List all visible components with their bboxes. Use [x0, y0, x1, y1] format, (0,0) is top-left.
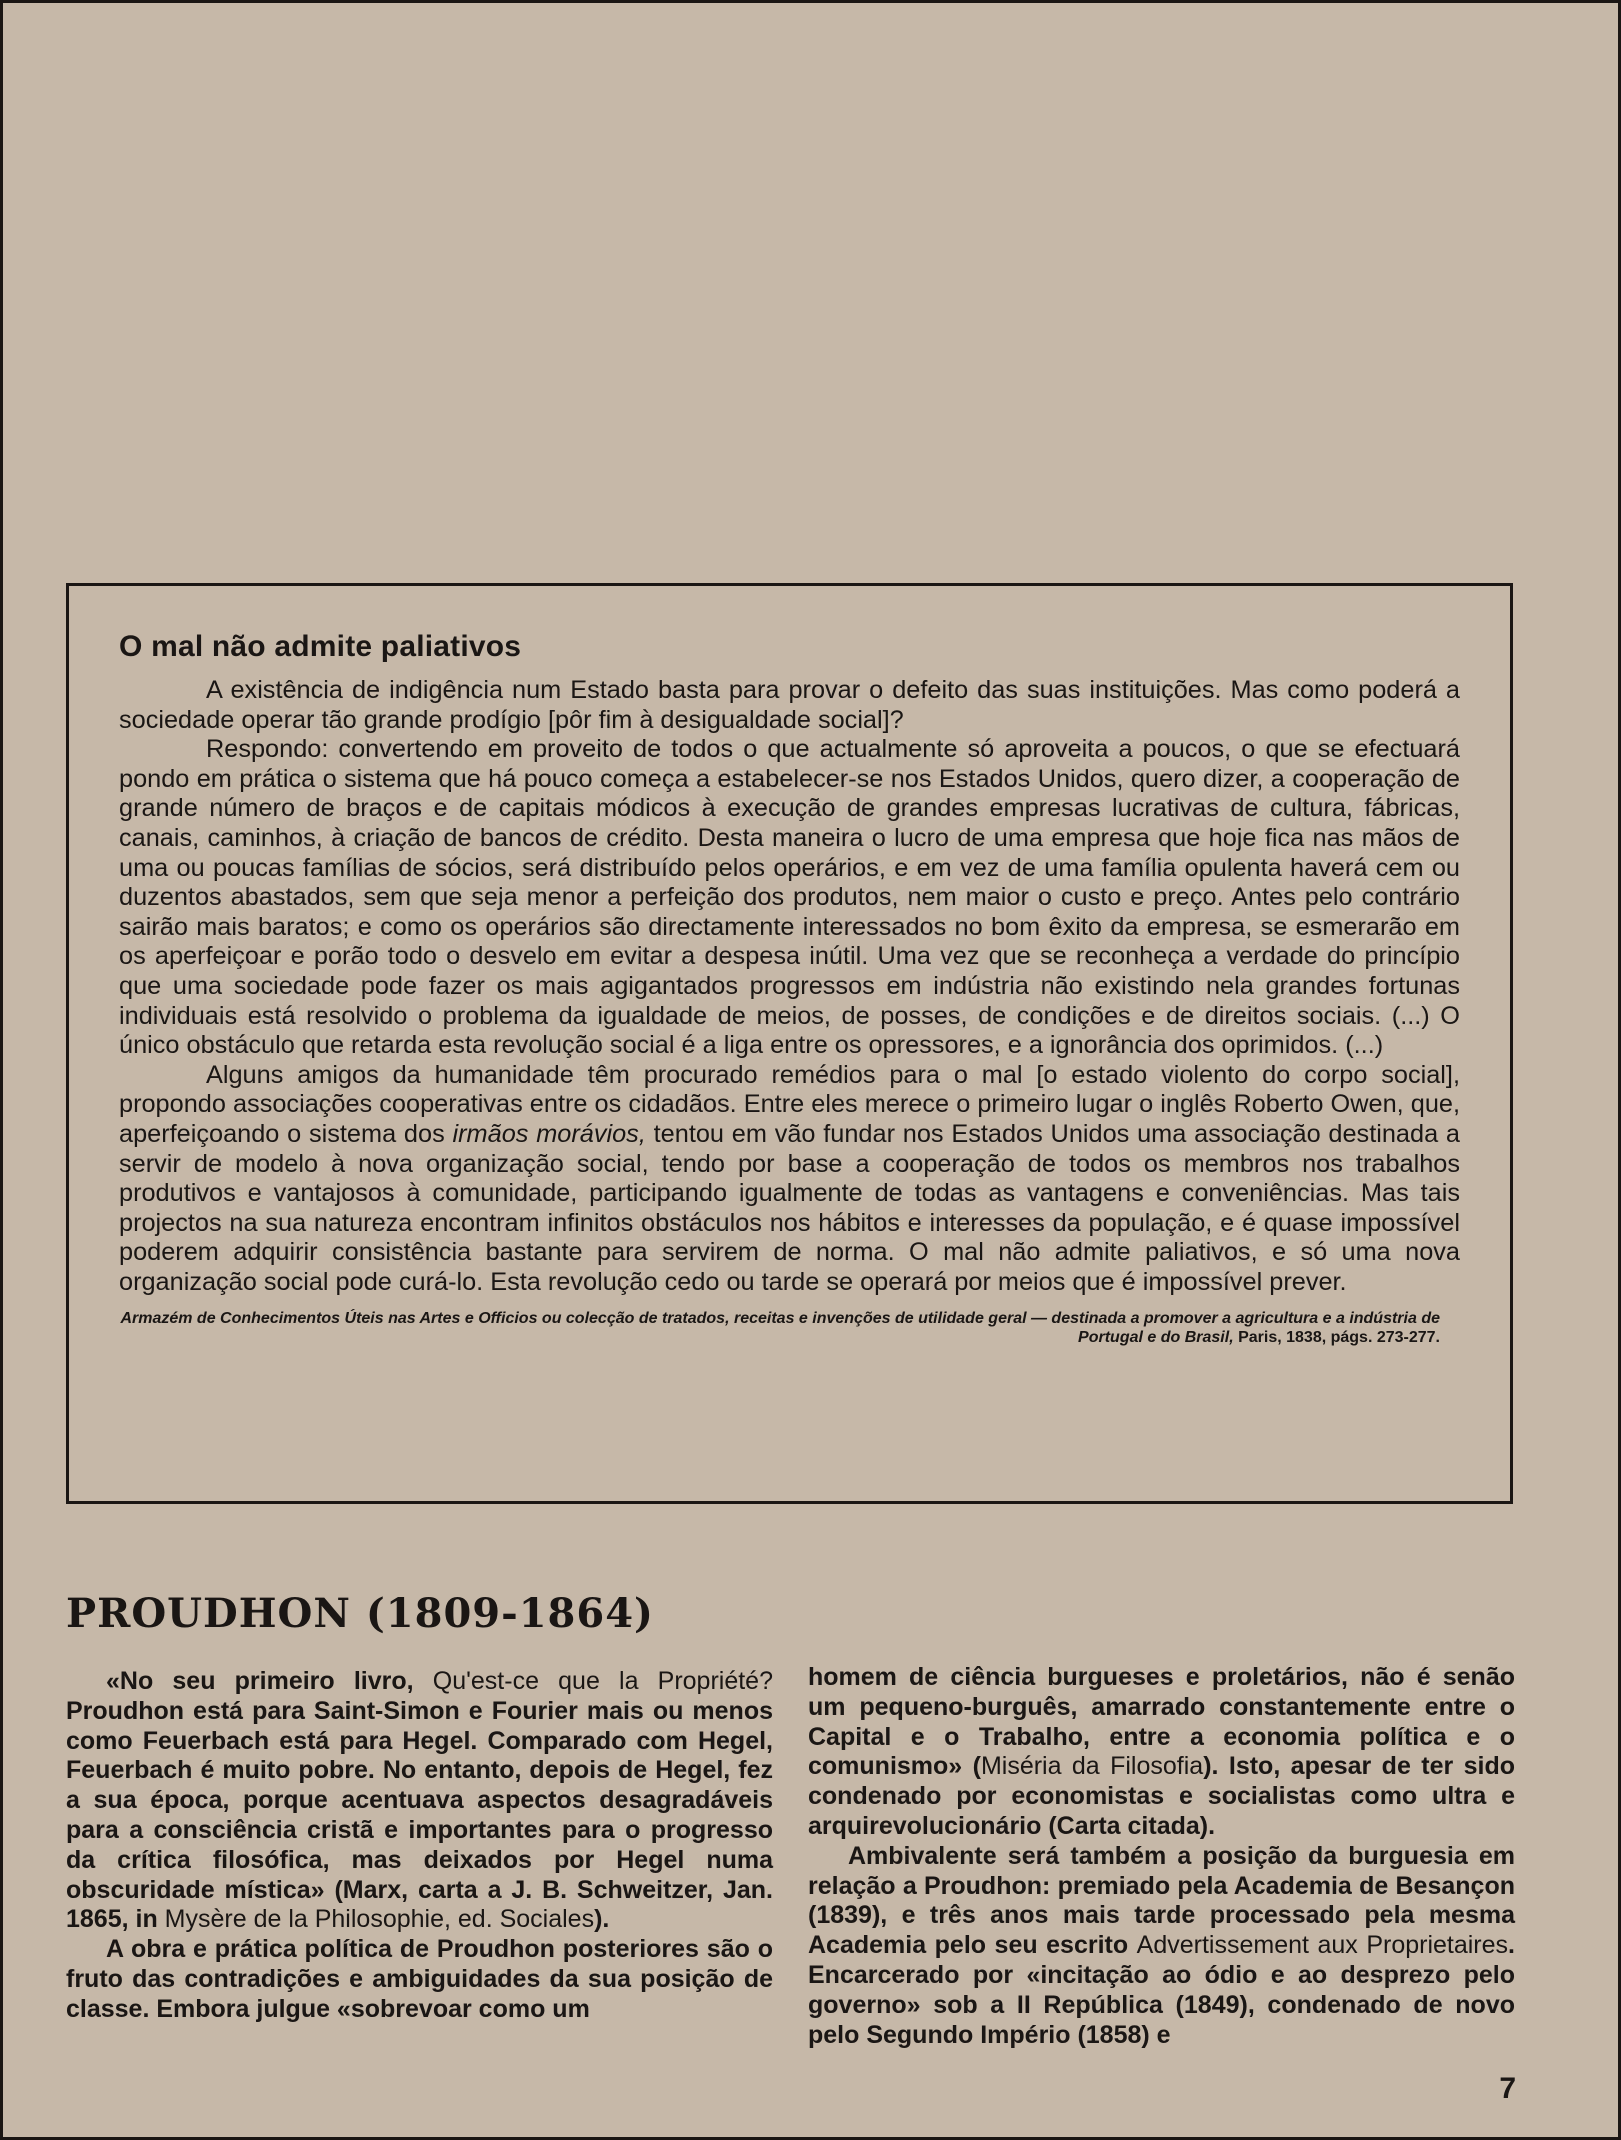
page-number: 7	[1499, 2072, 1516, 2105]
left-paragraph-1	[66, 1667, 773, 1935]
left-p1-book-title: Qu'est-ce que la Propriété?	[432, 1667, 773, 1695]
source-title: Armazém de Conhecimentos Úteis nas Artes e Officios ou colecção de tratados, receitas e invenções de utilidade geral — destinada a promover a agricultura e a indústria de Portugal e do Brasil,	[120, 1310, 1440, 1347]
right-p1-book-title: Miséria da Filosofia	[980, 1752, 1204, 1781]
section-title: PROUDHON (1809-1864)	[66, 1590, 654, 1637]
box-p3-text: Alguns amigos da humanidade têm procurado remédios para o mal [o estado violento do corpo social], propondo associações cooperativas entre os cidadãos. Entre eles merece o primeiro lugar o inglês Roberto Owen, que, aperfeiçoando o sistema dos	[119, 1060, 1460, 1148]
quote-box	[66, 583, 1513, 1504]
box-body	[119, 676, 1460, 1297]
right-column	[808, 1663, 1515, 2050]
left-column	[66, 1667, 773, 2025]
right-paragraph-2	[808, 1842, 1515, 2051]
left-p1-book-ref: Mysère de la Philosophie, ed. Sociales	[164, 1905, 595, 1934]
right-p1-text: homem de ciência burgueses e proletários, não é senão um pequeno-burguês, amarrado constantemente entre o Capital e o Trabalho, entre a economia política e o comunismo» (	[808, 1663, 1515, 1781]
source-details: Paris, 1838, págs. 273-277.	[1233, 1329, 1440, 1347]
left-p1-text: «No seu primeiro livro,	[106, 1667, 433, 1695]
box-paragraph-2: Respondo: convertendo em proveito de todos o que actualmente só aproveita a poucos, o que se efectuará pondo em prática o sistema que há pouco começa a estabelecer-se nos Estados Unidos, quero dizer, a cooperação de grande número de braços e de capitais módicos à execução de grandes empresas lucrativas de cultura, fábricas, canais, caminhos, à criação de bancos de crédito. Desta maneira o lucro de uma empresa que hoje fica nas mãos de uma ou poucas famílias de sócios, será distribuído pelos operários, e em vez de uma família opulenta haverá cem ou duzentos abastados, sem que seja menor a perfeição dos produtos, nem maior o custo e preço. Antes pelo contrário sairão mais baratos; e como os operários são directamente interessados no bom êxito da empresa, se esmerarão em os aperfeiçoar e porão todo o desvelo em evitar a despesa inútil. Uma vez que se reconheça a verdade do princípio que uma sociedade pode fazer os mais agigantados progressos em indústria não existindo nela grandes fortunas individuais está resolvido o problema da igualdade de meios, de posses, de condições e de direitos sociais. (...) O único obstáculo que retarda esta revolução social é a liga entre os opressores, e a ignorância dos oprimidos. (...)	[119, 735, 1460, 1060]
right-p2-text-end: . Encarcerado por «incitação ao ódio e ao desprezo pelo governo» sob a II República (1849), condenado de novo pelo Segundo Império (1858) e	[808, 1931, 1515, 2049]
left-p1-text-mid: Proudhon está para Saint-Simon e Fourier mais ou menos como Feuerbach está para Hegel. Comparado com Hegel, Feuerbach é muito pobre. No entanto, depois de Hegel, fez a sua época, porque acentuava aspectos desagradáveis para a consciência cristã e importantes para o progresso da crítica filosófica, mas deixados por Hegel numa obscuridade mística» (Marx, carta a J. B. Schweitzer, Jan. 1865, in	[66, 1696, 773, 1934]
left-paragraph-2: A obra e prática política de Proudhon posteriores são o fruto das contradições e ambiguidades da sua posição de classe. Embora julgue «sobrevoar como um	[66, 1935, 773, 2023]
right-p2-book-title: Advertissement aux Proprietaires	[1136, 1931, 1509, 1960]
box-paragraph-1: A existência de indigência num Estado basta para provar o defeito das suas instituições. Mas como poderá a sociedade operar tão grande prodígio [pôr fim à desigualdade social]?	[119, 676, 1460, 734]
right-p2-text: Ambivalente será também a posição da burguesia em relação a Proudhon: premiado pela Academia de Besançon (1839), e três anos mais tarde processado pela mesma Academia pelo seu escrito	[808, 1841, 1515, 1960]
box-paragraph-3	[119, 1061, 1460, 1298]
right-p1-text-end: ). Isto, apesar de ter sido condenado por economistas e socialistas como ultra e arquirevolucionário (Carta citada).	[808, 1752, 1515, 1840]
box-p3-italic: irmãos morávios,	[452, 1119, 646, 1148]
source-citation	[119, 1309, 1460, 1347]
left-p1-text-end: ).	[594, 1905, 610, 1934]
box-title: O mal não admite paliativos	[119, 630, 522, 663]
box-p3-text-end: tentou em vão fundar nos Estados Unidos uma associação destinada a servir de modelo à nova organização social, tendo por base a cooperação de todos os membros nos trabalhos produtivos e vantajosos à comunidade, participando igualmente de todas as vantagens e conveniências. Mas tais projectos na sua natureza encontram infinitos obstáculos nos hábitos e interesses da população, e é quase impossível poderem adquirir consistência bastante para servirem de norma. O mal não admite paliativos, e só uma nova organização social pode curá-lo. Esta revolução cedo ou tarde se operará por meios que é impossível prever.	[119, 1119, 1460, 1296]
right-paragraph-1	[808, 1663, 1515, 1842]
